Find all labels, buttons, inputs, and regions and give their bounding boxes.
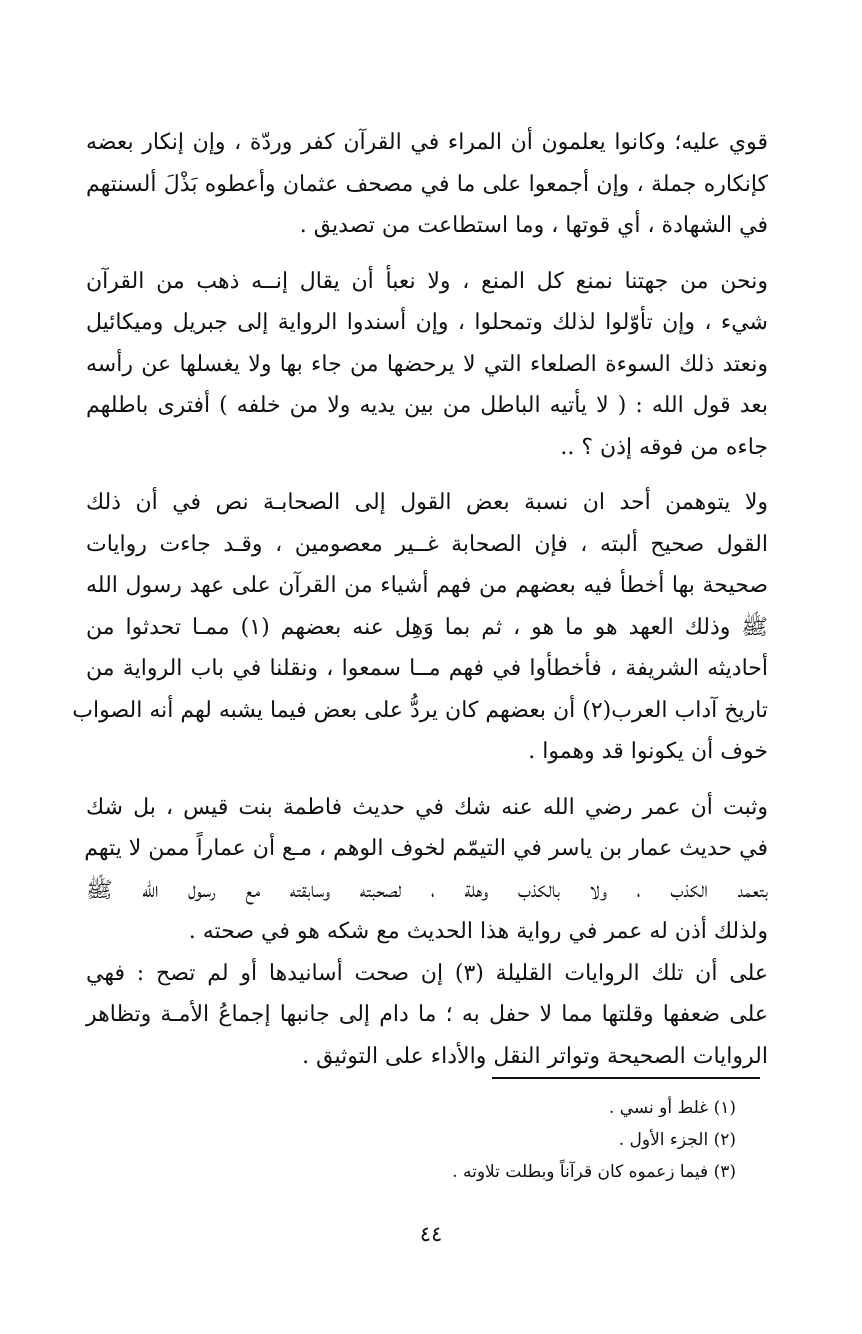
text-line: الروايات الصحيحة وتواتر النقل والأداء على التوثيق . bbox=[302, 1043, 768, 1069]
text-line: وثبت أن عمر رضي الله عنه شك في حديث فاطمة بنت قيس ، بل شك bbox=[86, 794, 768, 820]
paragraph-spacer bbox=[86, 773, 768, 787]
text-line: قوي عليه؛ وكانوا يعلمون أن المراء في القرآن كفر وردّة ، وإن إنكار بعضه bbox=[86, 130, 768, 155]
footnote-divider bbox=[492, 1077, 760, 1079]
paragraph-5 bbox=[86, 953, 768, 1078]
text-line: ﷺ وذلك العهد هو ما هو ، ثم بما وَهِل عنه بعضهم (١) ممـا تحدثوا من bbox=[86, 614, 769, 640]
main-text bbox=[72, 122, 769, 1077]
footnotes bbox=[236, 1092, 736, 1188]
text-line: جاءه من فوقه إذن ؟ .. bbox=[560, 434, 768, 460]
text-line: ولا يتوهمن أحد ان نسبة بعض القول إلى الصحابـة نص في أن ذلك bbox=[86, 490, 768, 515]
text-line: تاريخ آداب العرب(٢) أن بعضهم كان يردُّ على بعض فيما يشبه لهم أنه الصواب bbox=[72, 697, 768, 723]
paragraph-1 bbox=[86, 122, 768, 247]
footnote-2: (٢) الجزء الأول . bbox=[618, 1130, 736, 1150]
text-line: كإنكاره جملة ، وإن أجمعوا على ما في مصحف عثمان وأعطوه بَذْلَ ألسنتهم bbox=[86, 171, 768, 197]
footnote-3: (٣) فيما زعموه كان قرآناً وبطلت تلاوته . bbox=[452, 1162, 736, 1182]
text-line: على ضعفها وقلتها مما لا حفل به ؛ ما دام إلى جانبها إجماعُ الأمـة وتظاهر bbox=[86, 1002, 768, 1027]
paragraph-4 bbox=[86, 787, 768, 953]
text-line: خوف أن يكونوا قد وهموا . bbox=[528, 739, 768, 764]
text-line: ونعتد ذلك السوءة الصلعاء التي لا يرحضها من جاء بها ولا يغسلها عن رأسه bbox=[86, 351, 768, 377]
text-line: ولذلك أذن له عمر في رواية هذا الحديث مع شكه هو في صحته . bbox=[188, 919, 768, 944]
text-line: صحيحة بها أخطأ فيه بعضهم من فهم أشياء من القرآن على عهد رسول الله bbox=[86, 573, 768, 598]
text-line: القول صحيح ألبته ، فإن الصحابة غــير معصومين ، وقـد جاءت روايات bbox=[86, 531, 768, 557]
paragraph-spacer bbox=[86, 247, 768, 261]
page-number: ٤٤ bbox=[419, 1222, 443, 1246]
text-line: شيء ، وإن تأوّلوا لذلك وتمحلوا ، وإن أسندوا الرواية إلى جبريل وميكائيل bbox=[86, 310, 768, 335]
text-line: في الشهادة ، أي قوتها ، وما استطاعت من تصديق . bbox=[299, 213, 768, 238]
text-line: في حديث عمار بن ياسر في التيمّم لخوف الوهم ، مـع أن عماراً ممن لا يتهم bbox=[84, 836, 768, 861]
text-line: بعد قول الله : ( لا يأتيه الباطل من بين يديه ولا من خلفه ) أفترى باطلهم bbox=[86, 393, 768, 418]
paragraph-spacer bbox=[86, 468, 768, 482]
footnote-1: (١) غلط أو نسي . bbox=[608, 1098, 736, 1118]
text-line: على أن تلك الروايات القليلة (٣) إن صحت أسانيدها أو لم تصح : فهي bbox=[86, 960, 768, 986]
paragraph-2 bbox=[86, 261, 768, 469]
text-line: بتعمد الكذب ، ولا بالكذب وهلة ، لصحبته وسابقته مع رسول الله ﷺ bbox=[86, 877, 768, 903]
text-line: أحاديثه الشريفة ، فأخطأوا في فهم مــا سمعوا ، ونقلنا في باب الرواية من bbox=[86, 656, 768, 681]
text-line: ونحن من جهتنا نمنع كل المنع ، ولا نعبأ أن يقال إنــه ذهب من القرآن bbox=[86, 268, 768, 294]
paragraph-3 bbox=[72, 482, 769, 773]
